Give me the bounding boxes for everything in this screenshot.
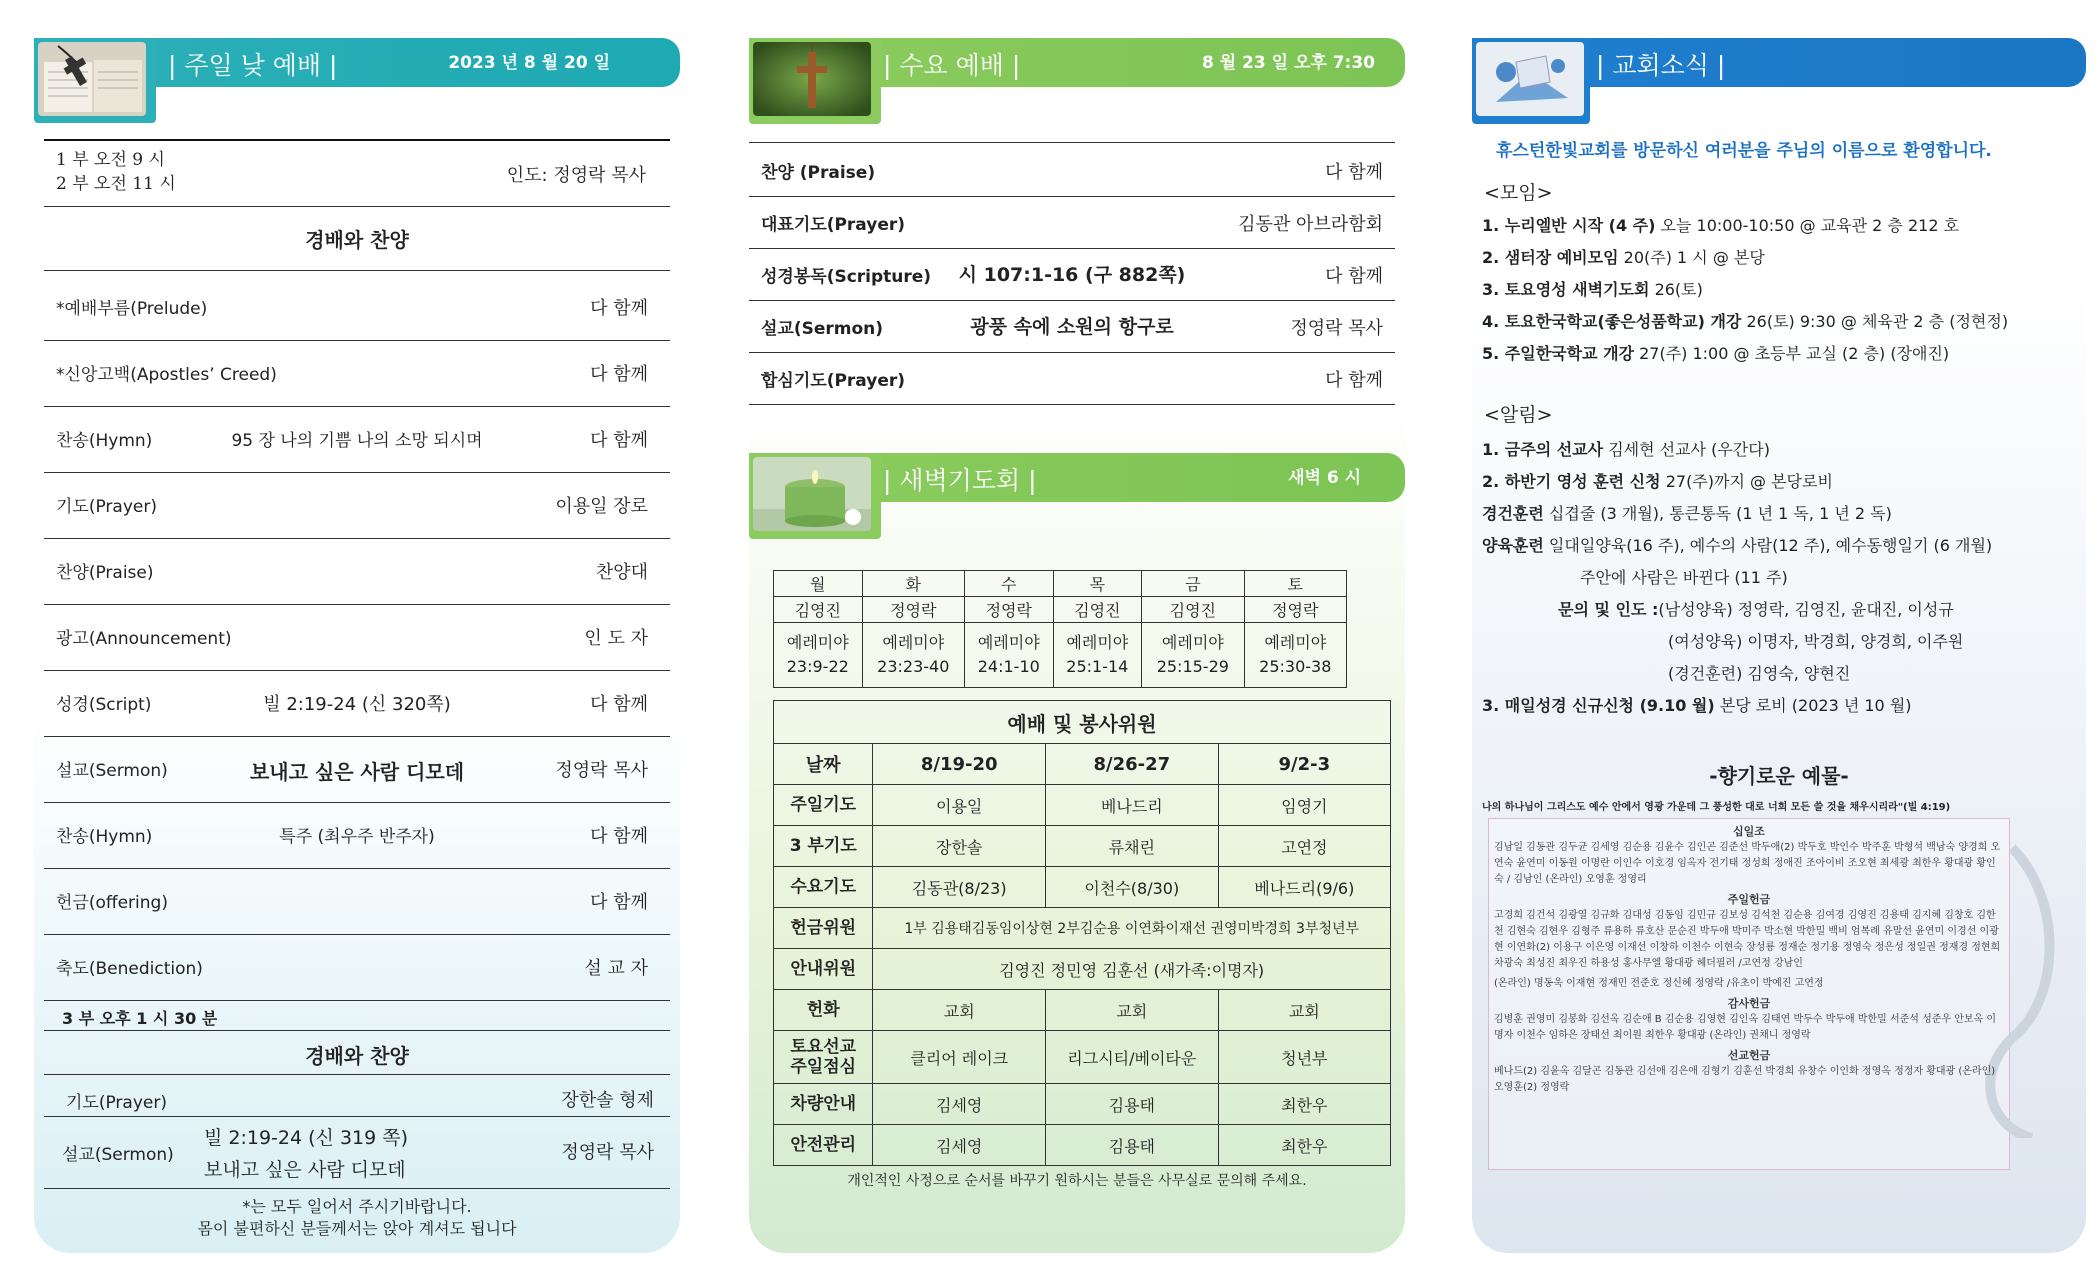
dawn-book: 예레미야 bbox=[786, 633, 849, 652]
sunday-order-row bbox=[44, 472, 670, 539]
offering-title: -향기로운 예물- bbox=[1709, 764, 1849, 788]
offering-group-title: 감사헌금 bbox=[1727, 997, 1771, 1010]
committee-cell: 고연정 bbox=[1218, 826, 1390, 867]
order-item-name: 광고(Announcement) bbox=[56, 629, 232, 649]
dawn-leader-cell: 정영락 bbox=[862, 597, 964, 623]
committee-row-label: 안내위원 bbox=[774, 949, 873, 990]
dawn-thumb-frame bbox=[749, 453, 881, 539]
gift-image bbox=[1476, 42, 1584, 116]
dawn-verse: 25:30-38 bbox=[1259, 657, 1332, 676]
order-item-who: 설 교 자 bbox=[584, 958, 648, 979]
committee-cell: 김용태 bbox=[1046, 1084, 1219, 1125]
dawn-leader-cell: 김영진 bbox=[774, 597, 863, 623]
dawn-book: 예레미야 bbox=[977, 633, 1040, 652]
notice-1-text: 김세현 선교사 (우간다) bbox=[1608, 440, 1770, 459]
notice-2-label: 2. 하반기 영성 훈련 신청 bbox=[1482, 472, 1661, 491]
order-item-name: 찬양(Praise) bbox=[56, 563, 154, 583]
rule bbox=[44, 1116, 670, 1117]
notice-1-label: 1. 금주의 선교사 bbox=[1482, 440, 1604, 459]
meeting-text: 오늘 10:00-10:50 @ 교육관 2 층 212 호 bbox=[1660, 216, 1960, 235]
committee-cell: 리그시티/베이타운 bbox=[1046, 1031, 1219, 1084]
committee-row bbox=[774, 949, 1391, 990]
committee-row-label: 토요선교 주일점심 bbox=[774, 1031, 873, 1084]
training-2 bbox=[1482, 530, 2082, 562]
meeting-label: 5. 주일한국학교 개강 bbox=[1482, 344, 1634, 363]
committee-row bbox=[774, 867, 1391, 908]
wednesday-date: 8 월 23 일 오후 7:30 bbox=[1201, 53, 1375, 73]
sunday-order-row bbox=[44, 670, 670, 737]
committee-row bbox=[774, 990, 1391, 1031]
training-1-label: 경건훈련 bbox=[1482, 504, 1544, 523]
dawn-leader-row bbox=[774, 597, 1347, 623]
offering-group-names: 김남일 김동관 김두균 김세영 김순용 김윤수 김인곤 김준선 박두애(2) 박두호 박인수 박주훈 박형석 백남숙 양경희 오연숙 윤연미 이동원 이명란 이인수 이호경 임옥자 전기태 정성희 정애진 조아이비 조오현 최세광 최한우 황대광 황인숙 / 김남인 (온라인) 오영훈 정영리 bbox=[1494, 842, 2001, 885]
news-header-title: | 교회소식 | bbox=[1596, 51, 1726, 80]
order-item-detail: 빌 2:19-24 (신 320쪽) bbox=[263, 694, 451, 715]
committee-row-label: 주일기도 bbox=[774, 785, 873, 826]
sunday-order-row bbox=[44, 736, 670, 803]
sunday-order-row bbox=[44, 934, 670, 1001]
order-item-name: 성경(Script) bbox=[56, 695, 152, 715]
meeting-item bbox=[1482, 242, 2008, 274]
committee-cell: 최한우 bbox=[1218, 1125, 1390, 1166]
wednesday-panel bbox=[749, 38, 1405, 1253]
training-2-text: 일대일양육(16 주), 예수의 사람(12 주), 예수동행일기 (6 개월) bbox=[1548, 536, 1993, 555]
dawn-book: 예레미야 bbox=[1161, 633, 1224, 652]
news-panel bbox=[1472, 38, 2086, 1253]
committee-row bbox=[774, 908, 1391, 949]
wed-item-who: 다 함께 bbox=[1325, 370, 1383, 391]
sermon3-title: 보내고 싶은 사람 디모데 bbox=[204, 1159, 406, 1181]
dawn-leader-cell: 김영진 bbox=[1053, 597, 1142, 623]
committee-cell: 이용일 bbox=[873, 785, 1046, 826]
committee-row bbox=[774, 1084, 1391, 1125]
wed-item-detail: 시 107:1-16 (구 882쪽) bbox=[958, 264, 1186, 286]
wednesday-order-row bbox=[749, 352, 1395, 405]
meeting-text: 26(토) bbox=[1654, 280, 1703, 299]
offering-group-names: 베나드(2) 김윤옥 김달곤 김동관 김선애 김은애 김형기 김훈선 박경희 유창수 이인화 정영옥 정정자 황대광 (온라인) 오영훈(2) 정영락 bbox=[1494, 1066, 1996, 1093]
dawn-day-cell: 월 bbox=[774, 571, 863, 597]
wednesday-order-row bbox=[749, 196, 1395, 249]
dawn-day-cell: 수 bbox=[964, 571, 1053, 597]
sunday-order-row bbox=[44, 406, 670, 473]
section2-title: 경배와 찬양 bbox=[305, 1044, 409, 1068]
service-2-time: 2 부 오전 11 시 bbox=[56, 174, 176, 194]
committee-cell: 김동관(8/23) bbox=[873, 867, 1046, 908]
committee-row bbox=[774, 1125, 1391, 1166]
order-item-name: 기도(Prayer) bbox=[56, 497, 157, 517]
sunday-date: 2023 년 8 월 20 일 bbox=[448, 53, 610, 73]
news-thumb-frame bbox=[1472, 38, 1590, 124]
order-item-who: 이용일 장로 bbox=[555, 496, 648, 517]
dawn-verse: 24:1-10 bbox=[977, 657, 1040, 676]
service-times bbox=[56, 148, 176, 196]
sunday-thumb-frame bbox=[34, 38, 156, 123]
notice-1 bbox=[1482, 434, 2082, 466]
sunday-order-row bbox=[44, 274, 670, 341]
wednesday-order-row bbox=[749, 144, 1395, 197]
committee-head-cell: 8/19-20 bbox=[873, 744, 1046, 785]
committee-row bbox=[774, 785, 1391, 826]
meeting-label: 2. 샘터장 예비모임 bbox=[1482, 248, 1619, 267]
meeting-item bbox=[1482, 338, 2008, 370]
wed-item-who: 김동관 아브라함회 bbox=[1238, 214, 1383, 235]
committee-cell: 클리어 레이크 bbox=[873, 1031, 1046, 1084]
order-item-who: 찬양대 bbox=[595, 562, 648, 583]
order-item-name: 축도(Benediction) bbox=[56, 959, 203, 979]
notice-3 bbox=[1482, 690, 2082, 722]
dawn-leader-cell: 정영락 bbox=[1244, 597, 1346, 623]
committee-title-row bbox=[774, 701, 1391, 744]
committee-note: 개인적인 사정으로 순서를 바꾸기 원하시는 분들은 사무실로 문의해 주세요. bbox=[847, 1173, 1307, 1189]
wed-item-name: 성경봉독(Scripture) bbox=[761, 267, 932, 287]
dawn-verse: 23:9-22 bbox=[786, 657, 849, 676]
dawn-schedule-table bbox=[773, 570, 1347, 688]
meetings-title: <모임> bbox=[1484, 182, 1553, 204]
committee-cell: 장한솔 bbox=[873, 826, 1046, 867]
notice-3-text: 본당 로비 (2023 년 10 월) bbox=[1719, 696, 1912, 715]
committee-cell: 김세영 bbox=[873, 1125, 1046, 1166]
dawn-verse-cell bbox=[964, 623, 1053, 688]
committee-head-cell: 9/2-3 bbox=[1218, 744, 1390, 785]
committee-cell: 교회 bbox=[1218, 990, 1390, 1031]
order-item-who: 다 함께 bbox=[590, 892, 648, 913]
dawn-header-title: | 새벽기도회 | bbox=[883, 466, 1037, 495]
section1-title: 경배와 찬양 bbox=[305, 228, 409, 252]
dawn-verse: 25:15-29 bbox=[1156, 657, 1229, 676]
wednesday-order-row bbox=[749, 248, 1395, 301]
dawn-verse-cell bbox=[862, 623, 964, 688]
order-item-name: *신앙고백(Apostles’ Creed) bbox=[56, 365, 277, 385]
order-item-detail: 보내고 싶은 사람 디모데 bbox=[249, 760, 465, 784]
committee-cell: 교회 bbox=[1046, 990, 1219, 1031]
committee-row-label: 헌금위원 bbox=[774, 908, 873, 949]
contact-1-text: (남성양육) 정영락, 김영진, 윤대진, 이성규 bbox=[1658, 600, 1954, 619]
wed-item-who: 정영락 목사 bbox=[1290, 318, 1383, 339]
sermon3-scripture: 빌 2:19-24 (신 319 쪽) bbox=[204, 1127, 409, 1149]
meeting-label: 4. 토요한국학교(좋은성품학교) 개강 bbox=[1482, 312, 1742, 331]
contact-3: (경건훈련) 김영숙, 양현진 bbox=[1668, 664, 1851, 683]
committee-cell: 김세영 bbox=[873, 1084, 1046, 1125]
dawn-leader-cell: 정영락 bbox=[964, 597, 1053, 623]
dawn-leader-cell: 김영진 bbox=[1142, 597, 1244, 623]
committee-cell: 최한우 bbox=[1218, 1084, 1390, 1125]
notices-title: <알림> bbox=[1484, 404, 1553, 426]
offering-group-names: (온라인) 명동욱 이재현 정재민 전준호 정신혜 정영락 /유초이 박예진 고연정 bbox=[1494, 978, 1824, 989]
committee-head-cell: 날짜 bbox=[774, 744, 873, 785]
committee-row-label: 수요기도 bbox=[774, 867, 873, 908]
order-item-who: 다 함께 bbox=[590, 430, 648, 451]
sunday-order-row bbox=[44, 604, 670, 671]
committee-cell: 임영기 bbox=[1218, 785, 1390, 826]
sunday-order-row bbox=[44, 802, 670, 869]
wednesday-header-title: | 수요 예배 | bbox=[883, 51, 1021, 80]
committee-row-label: 3 부기도 bbox=[774, 826, 873, 867]
committee-row-label: 헌화 bbox=[774, 990, 873, 1031]
contact-2: (여성양육) 이명자, 박경희, 양경희, 이주원 bbox=[1668, 632, 1964, 651]
footnote-line1: *는 모두 일어서 주시기바랍니다. bbox=[242, 1197, 472, 1216]
dawn-verse-cell bbox=[774, 623, 863, 688]
sunday-order-row bbox=[44, 538, 670, 605]
sermon3-label: 설교(Sermon) bbox=[62, 1145, 174, 1165]
order-item-name: 찬송(Hymn) bbox=[56, 431, 153, 451]
dawn-verse: 25:1-14 bbox=[1066, 657, 1129, 676]
committee-row bbox=[774, 826, 1391, 867]
meeting-item bbox=[1482, 210, 2008, 242]
wed-item-name: 합심기도(Prayer) bbox=[761, 371, 906, 391]
offering-group-title: 주일헌금 bbox=[1727, 893, 1771, 906]
rule bbox=[44, 1074, 670, 1075]
notice-3-label: 3. 매일성경 신규신청 (9.10 월) bbox=[1482, 696, 1715, 715]
order-item-name: 헌금(offering) bbox=[56, 893, 168, 913]
rule bbox=[44, 206, 670, 207]
training-2-cont: 주안에 사람은 바뀐다 (11 주) bbox=[1580, 568, 1788, 587]
training-2-label: 양육훈련 bbox=[1482, 536, 1544, 555]
dawn-verse-cell bbox=[1142, 623, 1244, 688]
committee-title: 예배 및 봉사위원 bbox=[774, 701, 1391, 744]
offering-group-title: 십일조 bbox=[1733, 825, 1765, 838]
notices-list bbox=[1482, 434, 2082, 722]
offering-group-names: 김병훈 권영미 김봉화 김선옥 김순애 B 김순용 김영현 김인옥 김태연 박두수 박두애 박한밀 서준석 성준우 안보옥 이명자 이천수 임하은 장태선 최이원 최한우 황대광 (온라인) 권채니 정영락 bbox=[1494, 1014, 1997, 1041]
committee-head-row bbox=[774, 744, 1391, 785]
dawn-day-cell: 토 bbox=[1244, 571, 1346, 597]
meeting-item bbox=[1482, 274, 2008, 306]
dawn-day-cell: 화 bbox=[862, 571, 964, 597]
rule bbox=[749, 142, 1395, 143]
prayer3-who: 장한솔 형제 bbox=[561, 1090, 654, 1111]
wed-item-name: 찬양 (Praise) bbox=[761, 163, 876, 183]
order-item-who: 다 함께 bbox=[590, 298, 648, 319]
offering-groups bbox=[1494, 824, 2004, 1100]
offering-group-names: 고경희 김건석 김광열 김규화 김대성 김동임 김민규 김보성 김석천 김순용 김여경 김영진 김용태 김지혜 김창호 김한천 김현숙 김현우 김형주 류용하 류호산 문순진 박두애 박미주 박소현 박한밀 백비 엄복례 유말선 윤연미 이경선 이광현 이연화(2) 이용구 이은영 이재선 이창하 이천수 이현숙 장성룡 정재순 정기용 정영숙 정은성 정일권 정재경 정현희 차광숙 최성진 최우진 하용성 홍사무엘 황대광 헤더필러 /고연정 강남인 bbox=[1494, 910, 2001, 969]
sunday-header-title: | 주일 낮 예배 | bbox=[168, 51, 338, 80]
contact-1 bbox=[1482, 594, 2082, 626]
sunday-order-row bbox=[44, 868, 670, 935]
order-item-name: *예배부름(Prelude) bbox=[56, 299, 208, 319]
sermon3-text bbox=[204, 1122, 408, 1186]
committee-table bbox=[773, 700, 1391, 1166]
sunday-top-rule bbox=[44, 139, 670, 141]
committee-row-label: 안전관리 bbox=[774, 1125, 873, 1166]
training-1 bbox=[1482, 498, 2082, 530]
wed-item-name: 설교(Sermon) bbox=[761, 319, 884, 339]
contact-label: 문의 및 인도 : bbox=[1558, 600, 1659, 619]
order-item-name: 설교(Sermon) bbox=[56, 761, 168, 781]
rule bbox=[44, 1030, 670, 1031]
meeting-text: 20(주) 1 시 @ 본당 bbox=[1623, 248, 1765, 267]
meeting-text: 26(토) 9:30 @ 체육관 2 층 (정현정) bbox=[1746, 312, 2009, 331]
dawn-book: 예레미야 bbox=[1066, 633, 1129, 652]
footnote bbox=[34, 1196, 680, 1240]
order-item-who: 다 함께 bbox=[590, 826, 648, 847]
order-item-who: 다 함께 bbox=[590, 694, 648, 715]
dawn-verse-row bbox=[774, 623, 1347, 688]
bible-cross-image bbox=[38, 42, 146, 116]
wednesday-order-row bbox=[749, 300, 1395, 353]
dawn-book: 예레미야 bbox=[1264, 633, 1327, 652]
committee-row-label: 차량안내 bbox=[774, 1084, 873, 1125]
candle-image bbox=[753, 457, 871, 531]
offering-verse: 나의 하나님이 그리스도 예수 안에서 영광 가운데 그 풍성한 대로 너희 모든 쓸 것을 채우시리라"(빌 4:19) bbox=[1482, 802, 1951, 813]
meeting-text: 27(주) 1:00 @ 초등부 교실 (2 층) (장애진) bbox=[1639, 344, 1950, 363]
meeting-label: 3. 토요영성 새벽기도회 bbox=[1482, 280, 1650, 299]
footnote-line2: 몸이 불편하신 분들께서는 앉아 계셔도 됩니다 bbox=[197, 1219, 517, 1238]
dawn-verse-cell bbox=[1244, 623, 1346, 688]
sunday-order-row bbox=[44, 340, 670, 407]
welcome-text: 휴스턴한빛교회를 방문하신 여러분을 주님의 이름으로 환영합니다. bbox=[1496, 141, 1992, 161]
committee-head-cell: 8/26-27 bbox=[1046, 744, 1219, 785]
wed-item-name: 대표기도(Prayer) bbox=[761, 215, 906, 235]
training-1-text: 십겹줄 (3 개월), 통큰통독 (1 년 1 독, 1 년 2 독) bbox=[1548, 504, 1892, 523]
committee-span-cell: 김영진 정민영 김훈선 (새가족:이명자) bbox=[873, 949, 1391, 990]
rule bbox=[44, 1188, 670, 1189]
order-item-name: 찬송(Hymn) bbox=[56, 827, 153, 847]
order-item-who: 인 도 자 bbox=[584, 628, 648, 649]
dawn-day-cell: 금 bbox=[1142, 571, 1244, 597]
order-item-who: 다 함께 bbox=[590, 364, 648, 385]
meeting-label: 1. 누리엘반 시작 (4 주) bbox=[1482, 216, 1656, 235]
committee-cell: 류채린 bbox=[1046, 826, 1219, 867]
notice-2 bbox=[1482, 466, 2082, 498]
meeting-item bbox=[1482, 306, 2008, 338]
prayer3-label: 기도(Prayer) bbox=[66, 1093, 167, 1113]
committee-cell: 청년부 bbox=[1218, 1031, 1390, 1084]
order-item-detail: 95 장 나의 기쁨 나의 소망 되시며 bbox=[231, 431, 483, 451]
wed-item-who: 다 함께 bbox=[1325, 266, 1383, 287]
service-3-time: 3 부 오후 1 시 30 분 bbox=[62, 1009, 218, 1028]
dawn-book: 예레미야 bbox=[882, 633, 945, 652]
rule bbox=[44, 270, 670, 271]
sermon3-who: 정영락 목사 bbox=[561, 1142, 654, 1163]
dawn-verse-cell bbox=[1053, 623, 1142, 688]
order-item-who: 정영락 목사 bbox=[555, 760, 648, 781]
committee-cell: 베나드리(9/6) bbox=[1218, 867, 1390, 908]
committee-cell: 교회 bbox=[873, 990, 1046, 1031]
committee-cell: 김용태 bbox=[1046, 1125, 1219, 1166]
order-item-detail: 특주 (최우주 반주자) bbox=[279, 827, 435, 847]
meetings-list bbox=[1482, 210, 2008, 370]
dawn-day-cell: 목 bbox=[1053, 571, 1142, 597]
notice-2-text: 27(주)까지 @ 본당로비 bbox=[1665, 472, 1833, 491]
committee-cell: 이천수(8/30) bbox=[1046, 867, 1219, 908]
wed-item-detail: 광풍 속에 소원의 항구로 bbox=[970, 316, 1174, 338]
dawn-time: 새벽 6 시 bbox=[1288, 468, 1361, 488]
wed-item-who: 다 함께 bbox=[1325, 162, 1383, 183]
dawn-day-row bbox=[774, 571, 1347, 597]
offering-group-title: 선교헌금 bbox=[1727, 1049, 1771, 1062]
wednesday-thumb-frame bbox=[749, 38, 881, 124]
sunday-leader: 인도: 정영락 목사 bbox=[506, 165, 646, 186]
wooden-cross-image bbox=[753, 42, 871, 116]
sunday-panel bbox=[34, 38, 680, 1253]
dawn-verse: 23:23-40 bbox=[877, 657, 950, 676]
committee-row bbox=[774, 1031, 1391, 1084]
service-1-time: 1 부 오전 9 시 bbox=[56, 150, 165, 170]
committee-cell: 베나드리 bbox=[1046, 785, 1219, 826]
committee-span-cell: 1부 김용태김동임이상현 2부김순용 이연화이재선 권영미박경희 3부청년부 bbox=[873, 908, 1391, 949]
